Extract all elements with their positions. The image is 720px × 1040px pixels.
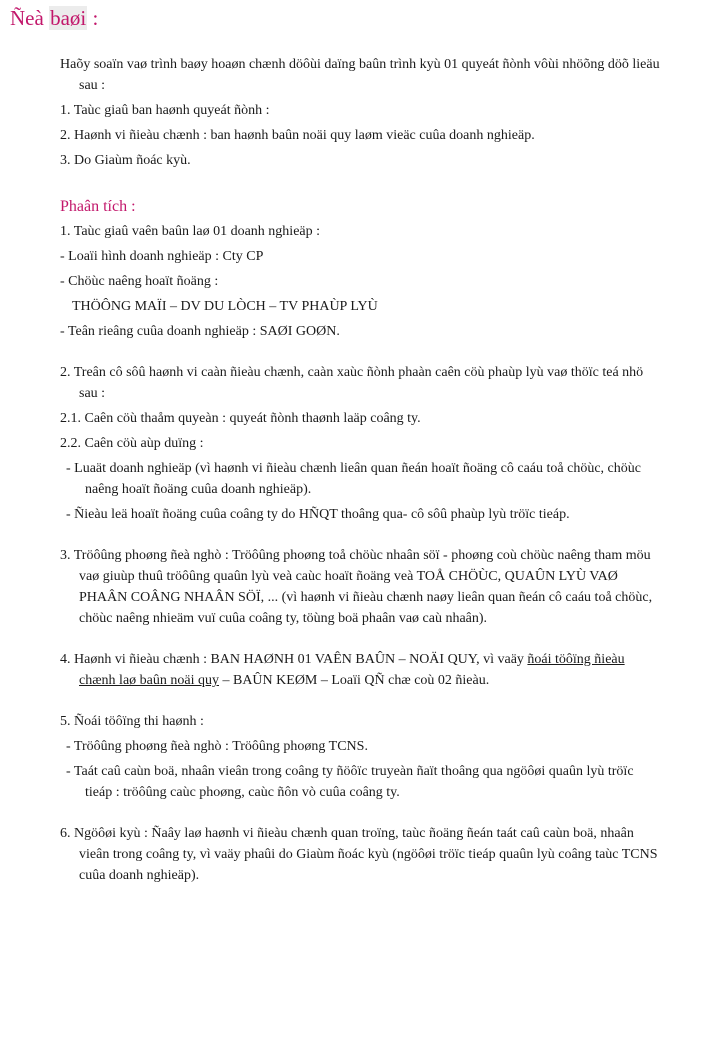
- page-title: [10, 6, 98, 31]
- section-1-line: - Teân rieâng cuûa doanh nghieäp : SAØI GOØN.: [60, 324, 340, 339]
- section-2-bullet: - Ñieàu leä hoaït ñoäng cuûa coâng ty do HÑQT thoâng qua- cô sôû phaùp lyù tröïc tieáp.: [66, 507, 570, 522]
- section-4-underlined: ñoái töôïng ñieàu chænh laø baûn noäi quy: [79, 652, 625, 688]
- section-1-head: 1. Taùc giaû vaên baûn laø 01 doanh nghieäp :: [60, 224, 321, 239]
- intro-paragraph: Haõy soaïn vaø trình baøy hoaøn chænh döôùi daïng baûn trình kyù 01 quyeát ñònh vôùi nhöõng döõ lieäu sau :: [60, 57, 660, 93]
- document-body: [60, 54, 660, 886]
- section-1-line: - Loaïi hình doanh nghieäp : Cty CP: [60, 249, 264, 264]
- intro-item: 3. Do Giaùm ñoác kyù.: [60, 153, 191, 168]
- section-2-bullet: - Luaät doanh nghieäp (vì haønh vi ñieàu chænh lieân quan ñeán hoaït ñoäng cô caáu toå chöùc, chöùc naêng hoaït ñoäng cuûa doanh nghieäp).: [66, 461, 641, 497]
- section-4-text: 4. Haønh vi ñieàu chænh : BAN HAØNH 01 VAÊN BAÛN – NOÄI QUY, vì vaäy: [60, 652, 528, 667]
- section-5-bullet: - Taát caû caùn boä, nhaân vieân trong coâng ty ñöôïc truyeàn ñaït thoâng qua ngöôøi quaûn lyù tröïc tieáp : tröôûng caùc phoøng, caùc ñôn vò cuûa coâng ty.: [66, 764, 634, 800]
- section-2-line: 2.1. Caên cöù thaåm quyeàn : quyeát ñònh thaønh laäp coâng ty.: [60, 411, 421, 426]
- section-1-line: - Chöùc naêng hoaït ñoäng :: [60, 274, 219, 289]
- analysis-heading: Phaân tích :: [60, 198, 136, 215]
- title-prefix: Ñeà: [10, 6, 50, 30]
- section-3: 3. Tröôûng phoøng ñeà nghò : Tröôûng phoøng toå chöùc nhaân söï - phoøng coù chöùc naêng tham möu vaø giuùp thuû tröôûng quaûn lyù veà caùc hoaït ñoäng veà TOÅ CHÖÙC, QUAÛN LYÙ VAØ PHAÂN COÂNG NHAÂN SÖÏ, ... (vì haønh vi ñieàu chænh naøy lieân quan ñeán cô caáu toå chöùc, chöùc naêng nhieäm vuï cuûa coâng ty, töùng boä phaân vaø caù nhaân).: [60, 548, 653, 626]
- section-1-line: THÖÔNG MAÏI – DV DU LÒCH – TV PHAÙP LYÙ: [72, 299, 378, 314]
- title-suffix: :: [87, 6, 99, 30]
- section-6: 6. Ngöôøi kyù : Ñaây laø haønh vi ñieàu chænh quan troïng, taùc ñoäng ñeán taát caû caùn boä, nhaân vieân trong coâng ty, vì vaäy phaûi do Giaùm ñoác kyù (ngöôøi tröïc tieáp quaûn lyù coâng taùc TCNS cuûa doanh nghieäp).: [60, 826, 658, 883]
- section-5-head: 5. Ñoái töôïng thi haønh :: [60, 714, 204, 729]
- intro-item: 2. Haønh vi ñieàu chænh : ban haønh baûn noäi quy laøm vieäc cuûa doanh nghieäp.: [60, 128, 535, 143]
- title-highlight: baøi: [50, 6, 87, 30]
- section-4-text: – BAÛN KEØM – Loaïi QÑ chæ coù 02 ñieàu.: [218, 673, 490, 688]
- section-2-line: 2.2. Caên cöù aùp duïng :: [60, 436, 204, 451]
- section-4: [60, 649, 660, 691]
- intro-item: 1. Taùc giaû ban haønh quyeát ñònh :: [60, 103, 270, 118]
- section-2-head: 2. Treân cô sôû haønh vi caàn ñieàu chænh, caàn xaùc ñònh phaàn caên cöù phaùp lyù vaø thöïc teá nhö sau :: [60, 365, 644, 401]
- section-5-bullet: - Tröôûng phoøng ñeà nghò : Tröôûng phoøng TCNS.: [66, 739, 368, 754]
